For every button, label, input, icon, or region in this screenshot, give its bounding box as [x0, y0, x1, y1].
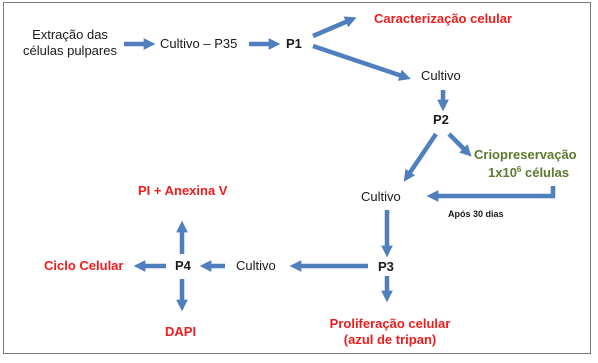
- node-apos-30-dias: Após 30 dias: [448, 209, 504, 219]
- proliferacao-line2: (azul de tripan): [343, 332, 437, 347]
- extracao-line2: células pulpares: [23, 43, 117, 58]
- node-dapi: DAPI: [165, 324, 197, 339]
- node-crio-count: [488, 165, 569, 181]
- arrow-p1-to-caracterizacao: [313, 21, 348, 36]
- node-ciclo-celular: Ciclo Celular: [44, 258, 124, 273]
- node-extracao: [14, 27, 126, 59]
- extracao-line1: Extração das: [32, 27, 108, 42]
- crio-count-base: 1x10: [488, 165, 517, 180]
- arrow-criopreservacao-return: [436, 186, 553, 196]
- node-p1: P1: [286, 36, 302, 51]
- node-p4: P4: [175, 258, 191, 273]
- node-cultivo-1: Cultivo: [421, 68, 461, 83]
- proliferacao-line1: Proliferação celular: [329, 316, 451, 331]
- crio-count-unit: células: [521, 165, 570, 180]
- node-cultivo-2: Cultivo: [361, 189, 401, 204]
- node-cultivo-p35: Cultivo – P35: [160, 36, 238, 51]
- node-cultivo-3: Cultivo: [236, 258, 276, 273]
- arrow-p2-to-cultivo: [409, 134, 436, 174]
- node-proliferacao: [315, 316, 465, 348]
- arrow-p1-to-cultivo: [313, 46, 402, 76]
- node-pi-anexina: PI + Anexina V: [138, 183, 228, 198]
- node-p2: P2: [433, 112, 449, 127]
- node-criopreservacao: Criopreservação: [474, 147, 577, 162]
- node-p3: P3: [378, 259, 394, 274]
- crio-count-exp: 6: [516, 165, 522, 174]
- node-caracterizacao: Caracterização celular: [374, 11, 513, 26]
- arrow-p2-to-criopreservacao: [449, 134, 465, 150]
